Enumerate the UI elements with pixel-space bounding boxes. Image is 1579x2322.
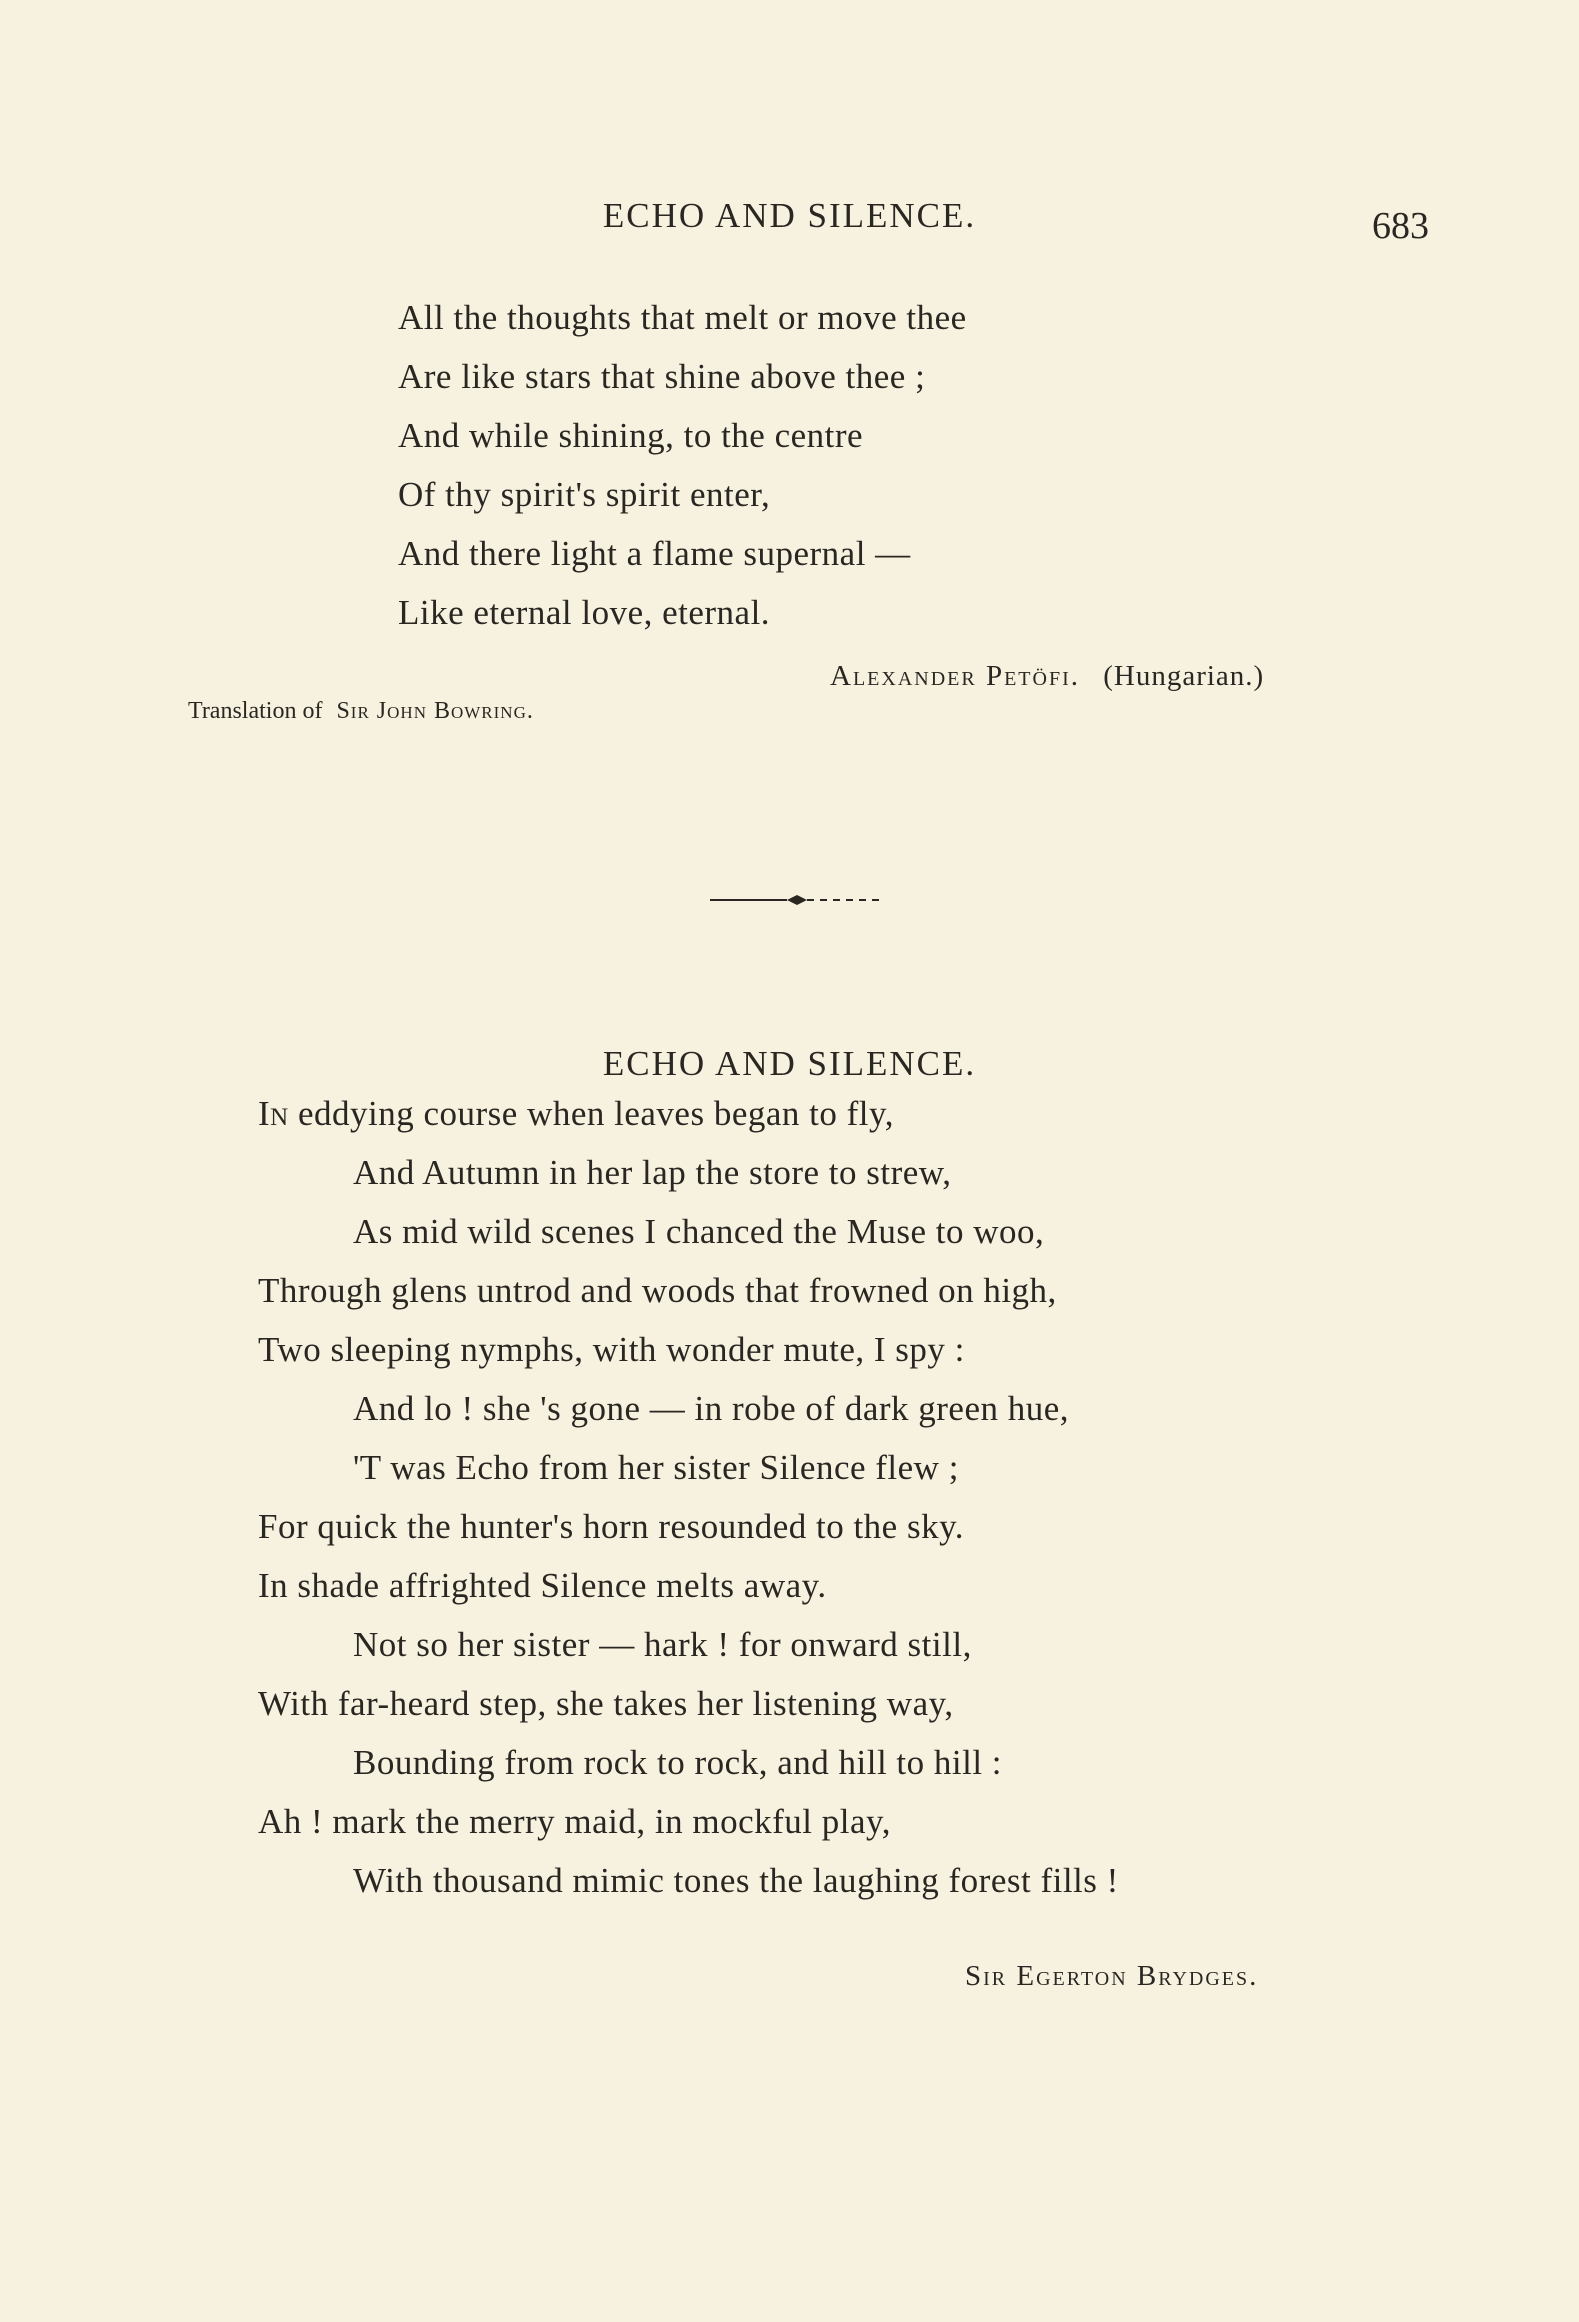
poem-line: All the thoughts that melt or move thee bbox=[398, 298, 967, 337]
poem-line: With thousand mimic tones the laughing forest fills ! bbox=[353, 1861, 1119, 1900]
poem-line: Are like stars that shine above thee ; bbox=[398, 357, 926, 396]
poem-line: With far-heard step, she takes her listening way, bbox=[258, 1684, 954, 1723]
poem-line bbox=[258, 1094, 894, 1134]
poem-line: Through glens untrod and woods that frowned on high, bbox=[258, 1271, 1057, 1310]
language-note: (Hungarian.) bbox=[1103, 660, 1265, 692]
poem-line: As mid wild scenes I chanced the Muse to woo, bbox=[353, 1212, 1045, 1251]
poem-line: In shade affrighted Silence melts away. bbox=[258, 1566, 827, 1605]
translation-label: Translation of bbox=[188, 698, 323, 724]
poem-line: For quick the hunter's horn resounded to the sky. bbox=[258, 1507, 965, 1546]
author-attribution bbox=[830, 660, 1264, 693]
poem-title: ECHO AND SILENCE. bbox=[602, 1044, 977, 1083]
poem-line: Not so her sister — hark ! for onward still, bbox=[353, 1625, 972, 1664]
ornamental-divider bbox=[705, 890, 885, 910]
author-attribution: Sir Egerton Brydges. bbox=[965, 1960, 1259, 1992]
poem-line: And Autumn in her lap the store to strew, bbox=[353, 1153, 952, 1192]
page-number: 683 bbox=[1372, 205, 1429, 247]
poem-line: Ah ! mark the merry maid, in mockful play, bbox=[258, 1802, 892, 1841]
poem-line: Of thy spirit's spirit enter, bbox=[398, 475, 771, 514]
poem-line: Like eternal love, eternal. bbox=[398, 593, 771, 632]
poem-line: 'T was Echo from her sister Silence flew ; bbox=[353, 1448, 959, 1487]
running-title: ECHO AND SILENCE. bbox=[602, 196, 977, 235]
poem-line: And there light a flame supernal — bbox=[398, 534, 911, 573]
author-name: Alexander Petöfi. bbox=[830, 660, 1080, 692]
poem-line: And lo ! she 's gone — in robe of dark green hue, bbox=[353, 1389, 1070, 1428]
translation-credit bbox=[188, 698, 534, 725]
initial-word: In bbox=[258, 1094, 289, 1133]
line-text: eddying course when leaves began to fly, bbox=[288, 1094, 894, 1133]
poem-line: Two sleeping nymphs, with wonder mute, I spy : bbox=[258, 1330, 965, 1369]
translator-name: Sir John Bowring. bbox=[336, 698, 534, 724]
poem-line: Bounding from rock to rock, and hill to hill : bbox=[353, 1743, 1003, 1782]
poem-line: And while shining, to the centre bbox=[398, 416, 864, 455]
